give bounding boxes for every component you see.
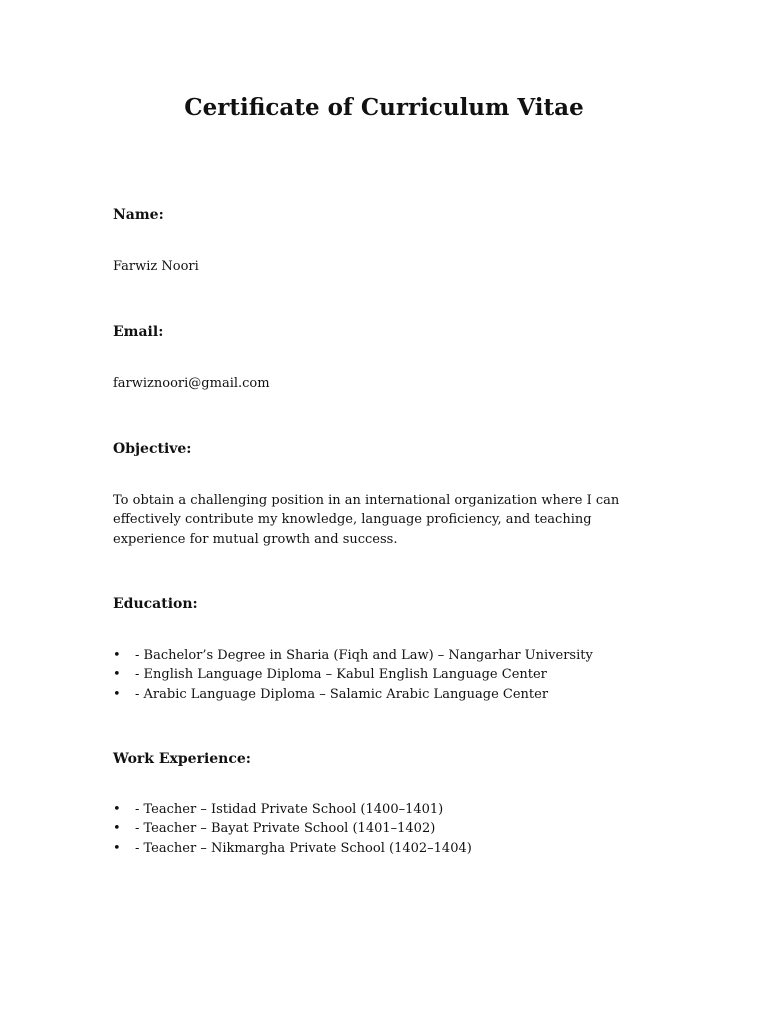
experience-list xyxy=(113,800,673,858)
experience-item xyxy=(113,819,673,838)
experience-item-text: - Teacher – Nikmargha Private School (1402–1404) xyxy=(135,840,472,856)
education-item xyxy=(113,685,673,704)
education-item-text: - Arabic Language Diploma – Salamic Arabic Language Center xyxy=(135,686,549,702)
bullet-icon: • xyxy=(113,667,121,683)
name-heading: Name: xyxy=(113,207,164,223)
education-item xyxy=(113,646,673,665)
experience-item xyxy=(113,839,673,858)
bullet-icon: • xyxy=(113,840,121,856)
objective-text: To obtain a challenging position in an international organization where I can effectively contribute my knowledge, language proficiency, and teaching experience for mutual growth and success. xyxy=(113,493,620,547)
email-value: farwiznoori@gmail.com xyxy=(113,376,270,391)
email-heading: Email: xyxy=(113,324,164,340)
education-item-text: - Bachelor’s Degree in Sharia (Fiqh and Law) – Nangarhar University xyxy=(135,648,593,663)
education-item-text: - English Language Diploma – Kabul English Language Center xyxy=(135,667,547,683)
objective-heading: Objective: xyxy=(113,441,192,457)
experience-heading: Work Experience: xyxy=(113,751,251,767)
bullet-icon: • xyxy=(113,802,121,817)
experience-item-text: - Teacher – Bayat Private School (1401–1402) xyxy=(135,821,436,837)
bullet-icon: • xyxy=(113,686,121,702)
experience-item xyxy=(113,800,673,819)
education-item xyxy=(113,665,673,684)
education-list xyxy=(113,646,673,704)
education-heading: Education: xyxy=(113,596,198,612)
bullet-icon: • xyxy=(113,821,121,837)
document-title: Certificate of Curriculum Vitae xyxy=(184,94,584,121)
experience-item-text: - Teacher – Istidad Private School (1400–1401) xyxy=(135,802,444,817)
bullet-icon: • xyxy=(113,648,121,663)
name-value: Farwiz Noori xyxy=(113,259,199,274)
